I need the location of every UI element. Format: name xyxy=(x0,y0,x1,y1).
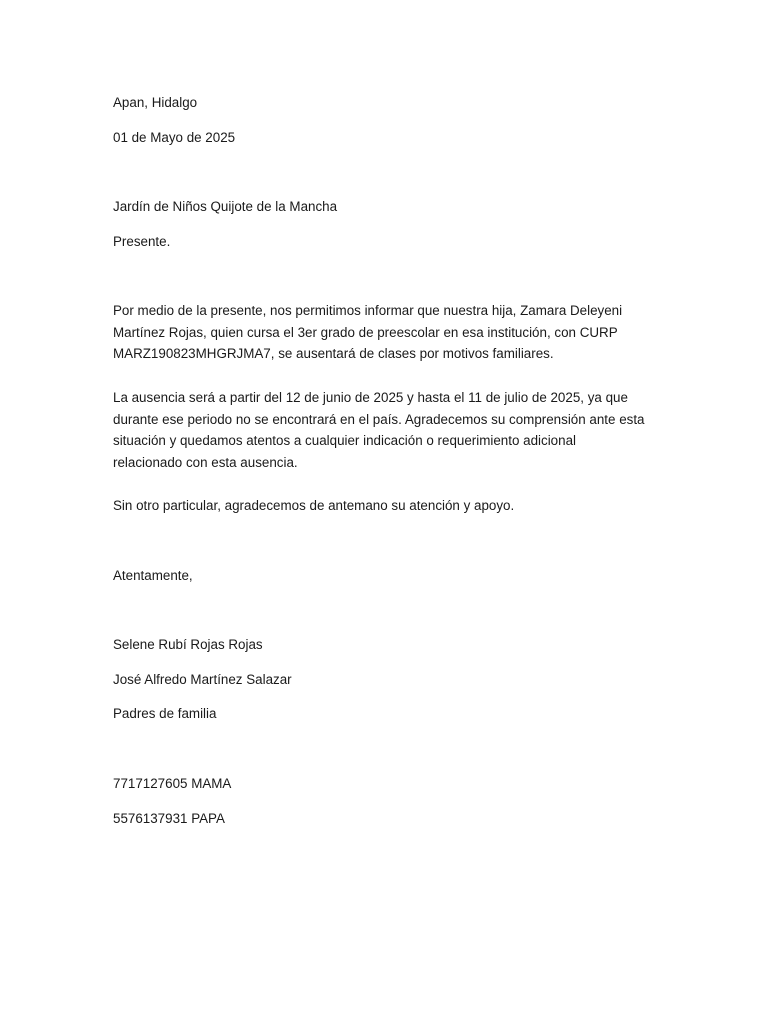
letter-paragraph-1: Por medio de la presente, nos permitimos informar que nuestra hija, Zamara Deleyeni Martínez Rojas, quien cursa el 3er grado de preescolar en esa institución, con CURP MARZ190823MHGRJMA7, se ausentará de clases por motivos familiares. xyxy=(113,303,623,362)
letter-phone-1: 7717127605 MAMA xyxy=(113,776,232,791)
letter-recipient: Jardín de Niños Quijote de la Mancha xyxy=(113,199,338,214)
letter-paragraph-3: Sin otro particular, agradecemos de antemano su atención y apoyo. xyxy=(113,498,515,513)
letter-place: Apan, Hidalgo xyxy=(113,95,198,110)
letter-signers-role: Padres de familia xyxy=(113,706,217,721)
letter-paragraph-2: La ausencia será a partir del 12 de junio de 2025 y hasta el 11 de julio de 2025, ya que durante ese periodo no se encontrará en el país. Agradecemos su comprensión ante esta situación y quedamos atentos a cualquier indicación o requerimiento adicional relacionado con esta ausencia. xyxy=(113,390,645,470)
letter-phone-2: 5576137931 PAPA xyxy=(113,811,225,826)
letter-closing: Atentamente, xyxy=(113,568,193,583)
letter-signer-2: José Alfredo Martínez Salazar xyxy=(113,672,292,687)
letter-presente: Presente. xyxy=(113,234,171,249)
letter-date: 01 de Mayo de 2025 xyxy=(113,130,236,145)
letter-signer-1: Selene Rubí Rojas Rojas xyxy=(113,637,263,652)
